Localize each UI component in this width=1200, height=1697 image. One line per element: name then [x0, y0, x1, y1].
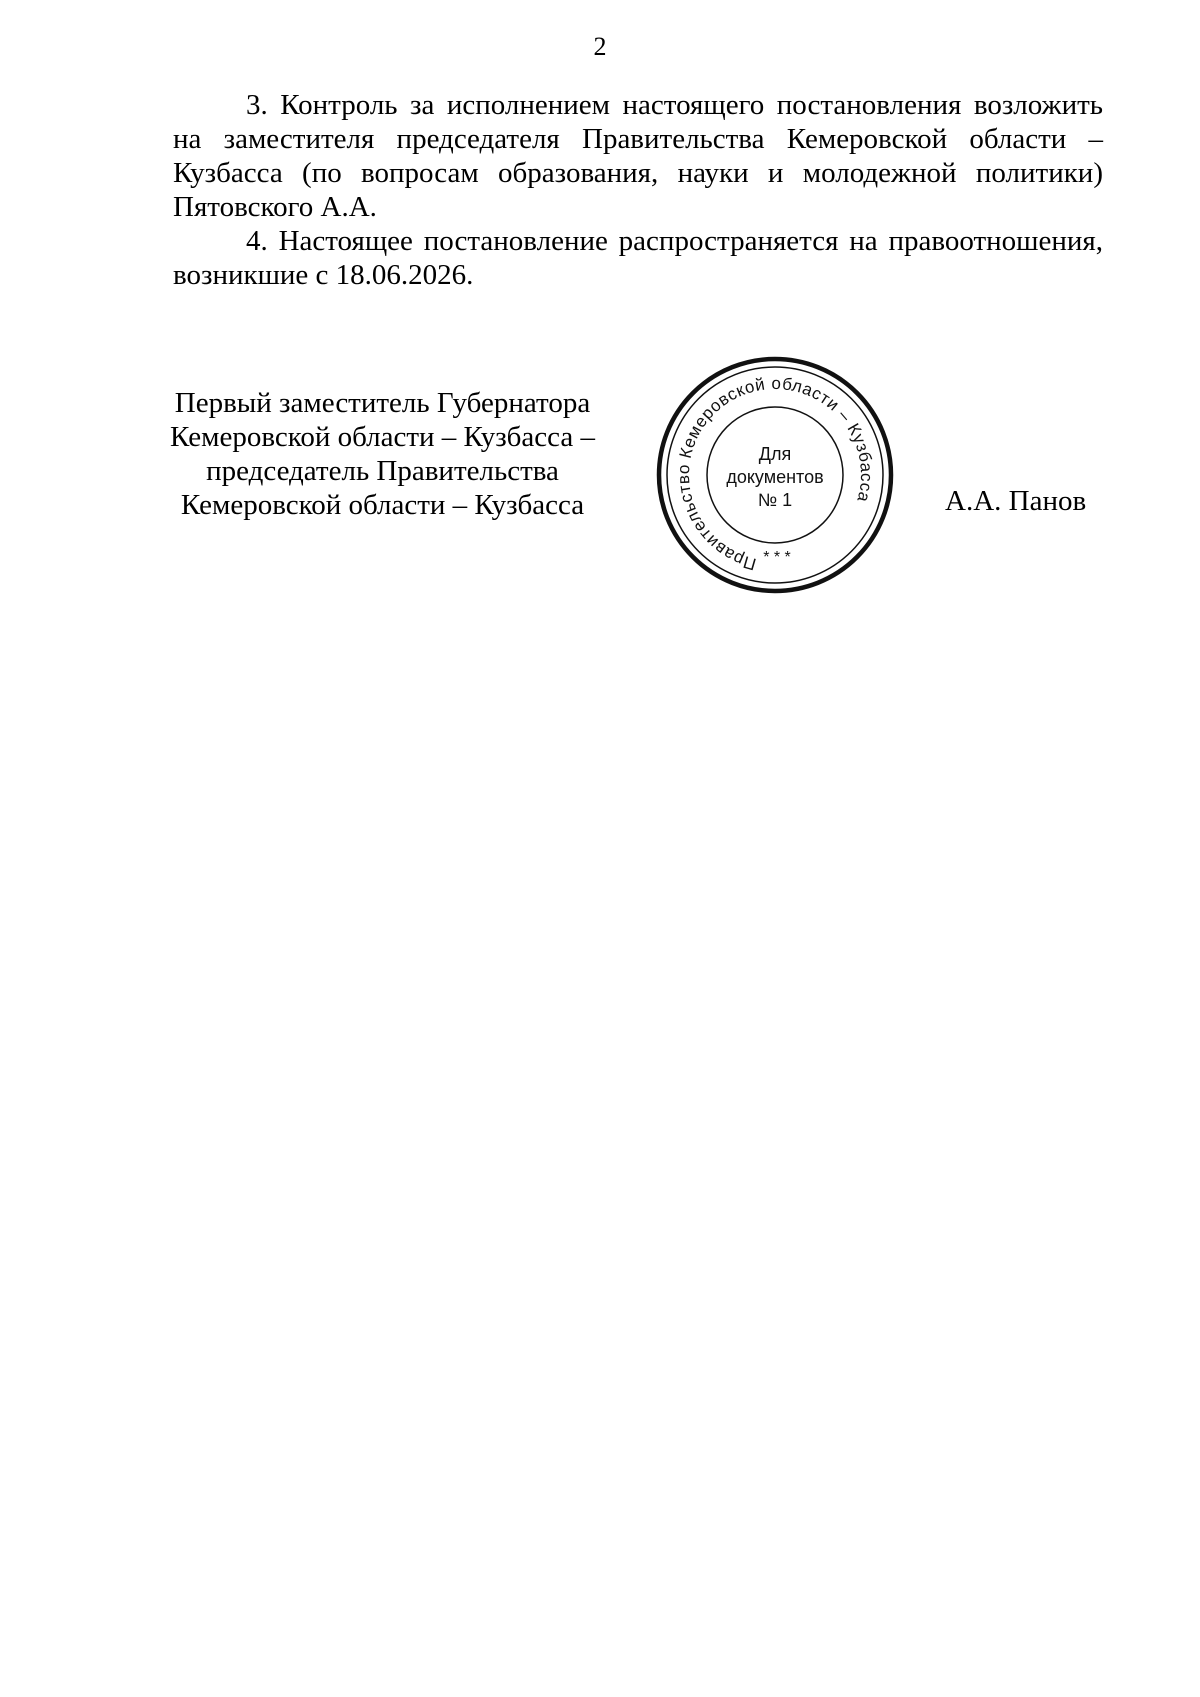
- official-seal: [650, 350, 900, 600]
- signatory-title-line: Первый заместитель Губернатора: [174, 387, 591, 419]
- svg-text:Правительство Кемеровской обла: Правительство Кемеровской области – Кузбасса: [673, 373, 877, 574]
- signatory-title: [160, 386, 605, 522]
- signatory-title-line: Кемеровской области – Кузбасса –: [169, 421, 596, 453]
- paragraph-4: 4. Настоящее постановление распространяется на правоотношения, возникшие с 18.06.2026.: [173, 225, 1103, 291]
- paragraph-3: 3. Контроль за исполнением настоящего постановления возложить на заместителя председателя Правительства Кемеровской области – Кузбасса (по вопросам образования, науки и молодежной политики) Пятовского А.А.: [173, 89, 1103, 223]
- signatory-title-line: Кемеровской области – Кузбасса: [180, 489, 585, 521]
- svg-text:№ 1: № 1: [757, 490, 793, 510]
- page-number: 2: [593, 32, 607, 61]
- signatory-name: А.А. Панов: [945, 485, 1087, 517]
- svg-text:* * *: * * *: [763, 549, 791, 566]
- document-body: [173, 88, 1103, 292]
- svg-text:документов: документов: [726, 467, 824, 487]
- signatory-title-line: председатель Правительства: [206, 455, 559, 487]
- svg-text:Для: Для: [758, 444, 792, 464]
